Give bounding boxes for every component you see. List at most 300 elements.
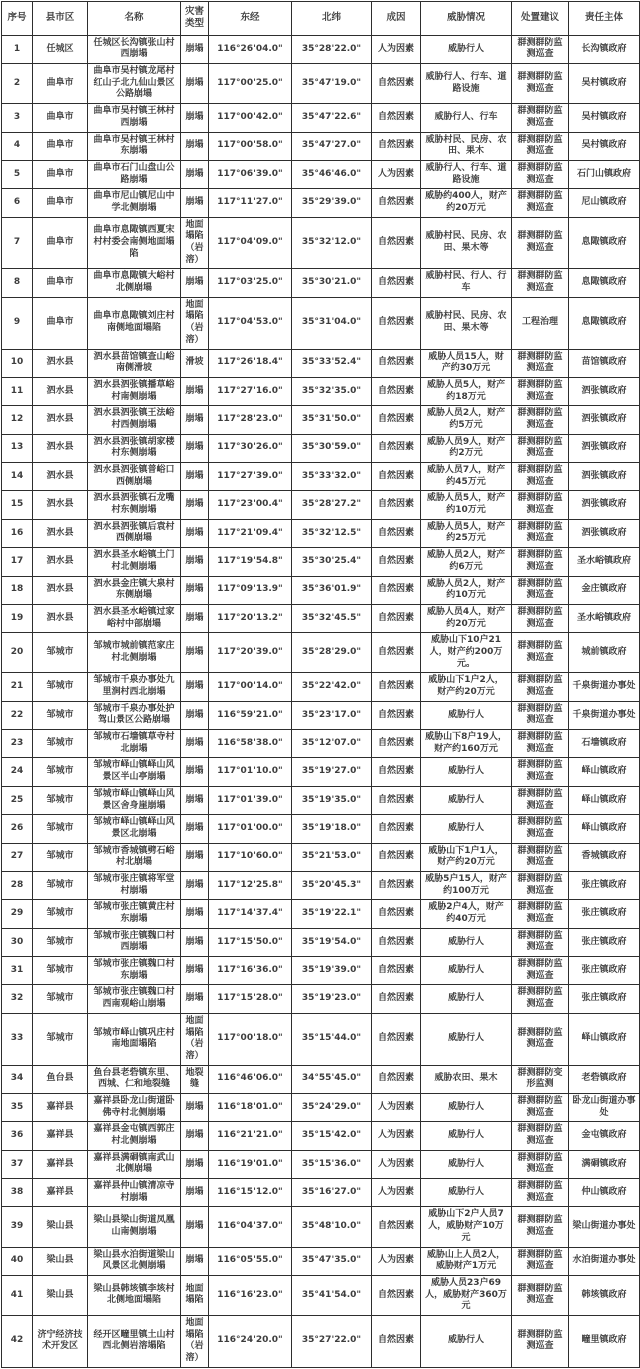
cell-type: 崩塌 [181, 815, 209, 843]
cell-threat: 威胁约400人，财产约20万元 [421, 189, 512, 217]
table-row [2, 701, 640, 729]
cell-longitude: 116°16'23.0" [209, 1275, 292, 1315]
cell-seq: 29 [2, 900, 33, 928]
header-cell-type: 灾害类型 [181, 2, 209, 36]
cell-seq: 24 [2, 758, 33, 786]
cell-responsible: 水泊街道办事处 [569, 1247, 640, 1275]
cell-suggestion: 群测群防监测巡查 [512, 633, 569, 673]
cell-seq: 6 [2, 189, 33, 217]
cell-threat: 威胁行人 [421, 35, 512, 63]
cell-seq: 19 [2, 604, 33, 632]
cell-county: 邹城市 [33, 871, 88, 899]
cell-suggestion: 群测群防监测巡查 [512, 1315, 569, 1367]
cell-responsible: 吴村镇政府 [569, 104, 640, 132]
cell-seq: 5 [2, 160, 33, 188]
cell-suggestion: 群测群防监测巡查 [512, 843, 569, 871]
cell-latitude: 35°33'52.4" [292, 349, 372, 377]
cell-name: 梁山县韩垓镇李垓村北侧地面塌陷 [88, 1275, 181, 1315]
cell-type: 崩塌 [181, 928, 209, 956]
cell-seq: 26 [2, 815, 33, 843]
cell-suggestion: 群测群防监测巡查 [512, 786, 569, 814]
cell-suggestion: 群测群防监测巡查 [512, 815, 569, 843]
table-row [2, 673, 640, 701]
cell-type: 地裂缝 [181, 1065, 209, 1093]
cell-county: 泗水县 [33, 548, 88, 576]
cell-latitude: 35°32'35.0" [292, 377, 372, 405]
cell-suggestion: 群测群防监测巡查 [512, 576, 569, 604]
cell-latitude: 35°32'45.5" [292, 604, 372, 632]
cell-cause: 自然因素 [372, 730, 421, 758]
cell-threat: 威胁山下10户21人，财产约200万元。 [421, 633, 512, 673]
cell-name: 泗水县圣水峪镇过家峪村中部崩塌 [88, 604, 181, 632]
cell-name: 曲阜市息陬镇西夏宋村村委会南侧地面塌陷 [88, 217, 181, 269]
cell-name: 嘉祥县卧龙山街道卧佛寺村北侧崩塌 [88, 1093, 181, 1121]
cell-latitude: 35°32'12.0" [292, 217, 372, 269]
cell-latitude: 35°15'42.0" [292, 1122, 372, 1150]
cell-seq: 30 [2, 928, 33, 956]
cell-cause: 自然因素 [372, 548, 421, 576]
cell-responsible: 息陬镇政府 [569, 217, 640, 269]
cell-cause: 自然因素 [372, 900, 421, 928]
cell-type: 崩塌 [181, 64, 209, 104]
cell-name: 邹城市石墙镇草寺村北崩塌 [88, 730, 181, 758]
cell-cause: 人为因素 [372, 1122, 421, 1150]
cell-suggestion: 群测群防监测巡查 [512, 548, 569, 576]
header-cell-latitude: 北纬 [292, 2, 372, 36]
cell-suggestion: 群测群防监测巡查 [512, 1247, 569, 1275]
cell-latitude: 35°21'53.0" [292, 843, 372, 871]
cell-cause: 自然因素 [372, 1013, 421, 1065]
header-cell-longitude: 东经 [209, 2, 292, 36]
cell-threat: 威胁5户15人，财产约100万元 [421, 871, 512, 899]
table-row [2, 1013, 640, 1065]
cell-type: 崩塌 [181, 1150, 209, 1178]
table-row [2, 406, 640, 434]
cell-latitude: 35°41'54.0" [292, 1275, 372, 1315]
cell-suggestion: 群测群防监测巡查 [512, 406, 569, 434]
table-row [2, 1093, 640, 1121]
cell-suggestion: 群测群防监测巡查 [512, 1013, 569, 1065]
header-cell-county: 县市区 [33, 2, 88, 36]
cell-county: 嘉祥县 [33, 1150, 88, 1178]
cell-cause: 自然因素 [372, 434, 421, 462]
cell-type: 崩塌 [181, 871, 209, 899]
cell-type: 崩塌 [181, 548, 209, 576]
table-row [2, 491, 640, 519]
cell-name: 曲阜市尼山镇尼山中学北侧崩塌 [88, 189, 181, 217]
cell-name: 邹城市千泉办事处护驾山景区公路崩塌 [88, 701, 181, 729]
cell-threat: 威胁山上人员2人，威胁财产1万元 [421, 1247, 512, 1275]
cell-name: 泗水县泗张镇普峪口西侧崩塌 [88, 463, 181, 491]
cell-name: 邹城市峄山镇巩庄村南地面塌陷 [88, 1013, 181, 1065]
cell-threat: 威胁行人 [421, 1315, 512, 1367]
cell-seq: 3 [2, 104, 33, 132]
cell-threat: 威胁山下1户2人，财产约20万元 [421, 673, 512, 701]
cell-name: 邹城市峄山镇峄山风景区舍身崖崩塌 [88, 786, 181, 814]
cell-county: 梁山县 [33, 1275, 88, 1315]
cell-threat: 威胁行人、行车 [421, 104, 512, 132]
cell-cause: 人为因素 [372, 1179, 421, 1207]
cell-latitude: 35°47'35.0" [292, 1247, 372, 1275]
cell-suggestion: 群测群防监测巡查 [512, 269, 569, 297]
cell-county: 泗水县 [33, 576, 88, 604]
cell-longitude: 116°58'38.0" [209, 730, 292, 758]
cell-name: 经开区疃里镇土山村西北侧岩溶塌陷 [88, 1315, 181, 1367]
cell-latitude: 35°28'29.0" [292, 633, 372, 673]
header-cell-seq: 序号 [2, 2, 33, 36]
cell-seq: 17 [2, 548, 33, 576]
cell-longitude: 117°26'18.4" [209, 349, 292, 377]
cell-latitude: 35°24'29.0" [292, 1093, 372, 1121]
cell-responsible: 泗张镇政府 [569, 406, 640, 434]
cell-longitude: 117°11'27.0" [209, 189, 292, 217]
cell-county: 邹城市 [33, 1013, 88, 1065]
cell-latitude: 35°19'39.0" [292, 957, 372, 985]
cell-latitude: 35°15'44.0" [292, 1013, 372, 1065]
cell-cause: 自然因素 [372, 349, 421, 377]
cell-cause: 自然因素 [372, 217, 421, 269]
cell-responsible: 石门山镇政府 [569, 160, 640, 188]
cell-type: 地面塌陷（岩溶） [181, 1315, 209, 1367]
cell-type: 崩塌 [181, 35, 209, 63]
cell-latitude: 35°47'19.0" [292, 64, 372, 104]
cell-seq: 10 [2, 349, 33, 377]
cell-type: 崩塌 [181, 576, 209, 604]
cell-suggestion: 群测群防监测巡查 [512, 957, 569, 985]
cell-threat: 威胁村民、民房、农田、果木等 [421, 297, 512, 349]
cell-responsible: 峄山镇政府 [569, 758, 640, 786]
header-cell-threat: 威胁情况 [421, 2, 512, 36]
cell-threat: 威胁2户4人，财产约40万元 [421, 900, 512, 928]
cell-longitude: 116°04'37.0" [209, 1207, 292, 1247]
cell-latitude: 35°32'12.5" [292, 519, 372, 547]
cell-suggestion: 群测群防监测巡查 [512, 434, 569, 462]
table-row [2, 297, 640, 349]
cell-suggestion: 群测群防监测巡查 [512, 1122, 569, 1150]
cell-seq: 33 [2, 1013, 33, 1065]
cell-name: 泗水县泗张镇石龙嘴村东侧崩塌 [88, 491, 181, 519]
cell-longitude: 117°09'13.9" [209, 576, 292, 604]
cell-name: 邹城市峄山镇峄山风景区北崩塌 [88, 815, 181, 843]
cell-seq: 27 [2, 843, 33, 871]
cell-suggestion: 群测群防监测巡查 [512, 928, 569, 956]
cell-type: 地面塌陷 [181, 1275, 209, 1315]
cell-threat: 威胁村民、民房、农田、果木等 [421, 217, 512, 269]
cell-threat: 威胁行人 [421, 928, 512, 956]
cell-latitude: 35°48'10.0" [292, 1207, 372, 1247]
cell-county: 泗水县 [33, 463, 88, 491]
cell-threat: 威胁行人、行车、道路设施 [421, 64, 512, 104]
table-row [2, 548, 640, 576]
table-row [2, 463, 640, 491]
cell-latitude: 35°47'22.6" [292, 104, 372, 132]
cell-county: 曲阜市 [33, 217, 88, 269]
cell-cause: 自然因素 [372, 957, 421, 985]
cell-longitude: 117°28'23.0" [209, 406, 292, 434]
cell-county: 泗水县 [33, 377, 88, 405]
cell-threat: 威胁山下2户人员7人，威胁财产10万元 [421, 1207, 512, 1247]
cell-seq: 31 [2, 957, 33, 985]
cell-type: 崩塌 [181, 900, 209, 928]
cell-county: 曲阜市 [33, 297, 88, 349]
cell-seq: 42 [2, 1315, 33, 1367]
table-row [2, 843, 640, 871]
cell-cause: 自然因素 [372, 815, 421, 843]
cell-county: 曲阜市 [33, 269, 88, 297]
cell-name: 邹城市张庄镇将军堂村崩塌 [88, 871, 181, 899]
cell-county: 梁山县 [33, 1247, 88, 1275]
cell-suggestion: 群测群防监测巡查 [512, 730, 569, 758]
cell-name: 曲阜市石门山盘山公路崩塌 [88, 160, 181, 188]
cell-responsible: 泗张镇政府 [569, 491, 640, 519]
cell-suggestion: 群测群防监测巡查 [512, 1207, 569, 1247]
cell-longitude: 117°21'09.4" [209, 519, 292, 547]
cell-seq: 39 [2, 1207, 33, 1247]
cell-cause: 自然因素 [372, 406, 421, 434]
cell-name: 邹城市城前镇范家庄村北侧崩塌 [88, 633, 181, 673]
cell-suggestion: 群测群防监测巡查 [512, 160, 569, 188]
cell-type: 崩塌 [181, 758, 209, 786]
cell-name: 曲阜市息陬镇刘庄村南侧地面塌陷 [88, 297, 181, 349]
cell-cause: 自然因素 [372, 985, 421, 1013]
cell-cause: 自然因素 [372, 1065, 421, 1093]
table-row [2, 519, 640, 547]
cell-seq: 34 [2, 1065, 33, 1093]
header-cell-suggestion: 处置建议 [512, 2, 569, 36]
cell-responsible: 圣水峪镇政府 [569, 604, 640, 632]
cell-latitude: 34°55'45.0" [292, 1065, 372, 1093]
cell-longitude: 117°19'54.8" [209, 548, 292, 576]
cell-latitude: 35°47'27.0" [292, 132, 372, 160]
cell-county: 邹城市 [33, 928, 88, 956]
table-row [2, 900, 640, 928]
cell-longitude: 117°14'37.4" [209, 900, 292, 928]
cell-cause: 自然因素 [372, 491, 421, 519]
table-row [2, 104, 640, 132]
cell-threat: 威胁行人、行车、道路设施 [421, 160, 512, 188]
cell-longitude: 116°05'55.0" [209, 1247, 292, 1275]
cell-county: 泗水县 [33, 406, 88, 434]
cell-threat: 威胁农田、果木 [421, 1065, 512, 1093]
cell-responsible: 泗张镇政府 [569, 434, 640, 462]
cell-threat: 威胁行人 [421, 1122, 512, 1150]
cell-cause: 自然因素 [372, 604, 421, 632]
cell-suggestion: 群测群防监测巡查 [512, 758, 569, 786]
cell-cause: 自然因素 [372, 928, 421, 956]
cell-longitude: 117°16'36.0" [209, 957, 292, 985]
cell-latitude: 35°19'18.0" [292, 815, 372, 843]
cell-type: 地面塌陷（岩溶） [181, 217, 209, 269]
cell-type: 崩塌 [181, 434, 209, 462]
cell-cause: 自然因素 [372, 104, 421, 132]
cell-county: 曲阜市 [33, 64, 88, 104]
cell-latitude: 35°19'23.0" [292, 985, 372, 1013]
cell-suggestion: 群测群防变形监测 [512, 1065, 569, 1093]
cell-cause: 自然因素 [372, 519, 421, 547]
table-body [2, 35, 640, 1367]
cell-threat: 威胁行人 [421, 1150, 512, 1178]
cell-name: 邹城市张庄镇黄庄村东崩塌 [88, 900, 181, 928]
cell-suggestion: 群测群防监测巡查 [512, 701, 569, 729]
table-row [2, 815, 640, 843]
cell-seq: 18 [2, 576, 33, 604]
cell-longitude: 117°12'25.8" [209, 871, 292, 899]
table-row [2, 604, 640, 632]
cell-seq: 36 [2, 1122, 33, 1150]
cell-responsible: 香城镇政府 [569, 843, 640, 871]
cell-longitude: 117°20'39.0" [209, 633, 292, 673]
table-row [2, 576, 640, 604]
cell-type: 崩塌 [181, 633, 209, 673]
table-row [2, 1247, 640, 1275]
cell-longitude: 117°00'58.0" [209, 132, 292, 160]
cell-name: 曲阜市吴村镇龙尾村红山子北九仙山景区公路崩塌 [88, 64, 181, 104]
cell-county: 任城区 [33, 35, 88, 63]
cell-seq: 28 [2, 871, 33, 899]
cell-county: 邹城市 [33, 673, 88, 701]
cell-latitude: 35°30'25.4" [292, 548, 372, 576]
cell-threat: 威胁行人 [421, 985, 512, 1013]
cell-seq: 1 [2, 35, 33, 63]
cell-suggestion: 群测群防监测巡查 [512, 673, 569, 701]
cell-responsible: 张庄镇政府 [569, 871, 640, 899]
cell-threat: 威胁人员9人，财产约2万元 [421, 434, 512, 462]
table-row [2, 786, 640, 814]
table-row [2, 1150, 640, 1178]
cell-seq: 11 [2, 377, 33, 405]
cell-type: 崩塌 [181, 786, 209, 814]
table-row [2, 35, 640, 63]
table-row [2, 758, 640, 786]
cell-type: 崩塌 [181, 1093, 209, 1121]
cell-cause: 自然因素 [372, 1207, 421, 1247]
cell-name: 泗水县圣水峪镇土门村北侧崩塌 [88, 548, 181, 576]
cell-type: 崩塌 [181, 189, 209, 217]
cell-responsible: 圣水峪镇政府 [569, 548, 640, 576]
cell-suggestion: 群测群防监测巡查 [512, 35, 569, 63]
cell-threat: 威胁行人 [421, 701, 512, 729]
cell-latitude: 35°30'21.0" [292, 269, 372, 297]
cell-county: 邹城市 [33, 815, 88, 843]
cell-type: 崩塌 [181, 160, 209, 188]
cell-type: 崩塌 [181, 519, 209, 547]
header-cell-name: 名称 [88, 2, 181, 36]
cell-threat: 威胁人员4人，财产约20万元 [421, 604, 512, 632]
cell-seq: 25 [2, 786, 33, 814]
cell-latitude: 35°22'42.0" [292, 673, 372, 701]
cell-longitude: 116°24'20.0" [209, 1315, 292, 1367]
cell-longitude: 117°27'16.0" [209, 377, 292, 405]
cell-county: 邹城市 [33, 633, 88, 673]
cell-responsible: 疃里镇政府 [569, 1315, 640, 1367]
cell-type: 滑坡 [181, 349, 209, 377]
cell-county: 济宁经济技术开发区 [33, 1315, 88, 1367]
cell-responsible: 金屯镇政府 [569, 1122, 640, 1150]
cell-responsible: 满硐镇政府 [569, 1150, 640, 1178]
cell-type: 崩塌 [181, 463, 209, 491]
cell-suggestion: 群测群防监测巡查 [512, 985, 569, 1013]
cell-responsible: 城前镇政府 [569, 633, 640, 673]
cell-seq: 40 [2, 1247, 33, 1275]
cell-type: 崩塌 [181, 730, 209, 758]
hazard-inventory-table [1, 1, 640, 1368]
cell-threat: 威胁山下1户1人，财产约20万元 [421, 843, 512, 871]
cell-seq: 9 [2, 297, 33, 349]
cell-longitude: 116°19'01.0" [209, 1150, 292, 1178]
table-row [2, 377, 640, 405]
cell-longitude: 117°15'50.0" [209, 928, 292, 956]
cell-suggestion: 群测群防监测巡查 [512, 217, 569, 269]
cell-longitude: 117°00'18.0" [209, 1013, 292, 1065]
cell-latitude: 35°29'39.0" [292, 189, 372, 217]
cell-suggestion: 群测群防监测巡查 [512, 132, 569, 160]
cell-latitude: 35°27'22.0" [292, 1315, 372, 1367]
cell-cause: 自然因素 [372, 297, 421, 349]
cell-county: 泗水县 [33, 491, 88, 519]
table-row [2, 928, 640, 956]
cell-name: 邹城市张庄镇魏口村东崩塌 [88, 957, 181, 985]
cell-longitude: 116°18'01.0" [209, 1093, 292, 1121]
cell-threat: 威胁行人 [421, 1093, 512, 1121]
cell-responsible: 金庄镇政府 [569, 576, 640, 604]
cell-latitude: 35°46'46.0" [292, 160, 372, 188]
cell-seq: 22 [2, 701, 33, 729]
table-row [2, 1275, 640, 1315]
cell-responsible: 石墙镇政府 [569, 730, 640, 758]
cell-threat: 威胁人员5人，财产约10万元 [421, 491, 512, 519]
cell-seq: 16 [2, 519, 33, 547]
cell-name: 泗水县泗张镇王法峪村西侧崩塌 [88, 406, 181, 434]
cell-latitude: 35°19'35.0" [292, 786, 372, 814]
cell-cause: 自然因素 [372, 189, 421, 217]
cell-name: 泗水县泗张镇胡家楼村东侧崩塌 [88, 434, 181, 462]
cell-type: 崩塌 [181, 1247, 209, 1275]
cell-seq: 2 [2, 64, 33, 104]
cell-name: 曲阜市吴村镇王林村东崩塌 [88, 132, 181, 160]
cell-county: 邹城市 [33, 957, 88, 985]
cell-responsible: 梁山街道办事处 [569, 1207, 640, 1247]
cell-cause: 自然因素 [372, 786, 421, 814]
cell-name: 嘉祥县仲山镇清凉寺村崩塌 [88, 1179, 181, 1207]
cell-type: 地面塌陷（岩溶） [181, 297, 209, 349]
cell-longitude: 117°04'53.0" [209, 297, 292, 349]
table-row [2, 985, 640, 1013]
cell-type: 崩塌 [181, 377, 209, 405]
cell-cause: 自然因素 [372, 758, 421, 786]
cell-name: 梁山县梁山街道凤凰山南侧崩塌 [88, 1207, 181, 1247]
cell-name: 邹城市张庄镇魏口村西崩塌 [88, 928, 181, 956]
cell-responsible: 吴村镇政府 [569, 64, 640, 104]
cell-seq: 15 [2, 491, 33, 519]
cell-name: 梁山县水泊街道梁山风景区北侧崩塌 [88, 1247, 181, 1275]
cell-county: 邹城市 [33, 786, 88, 814]
cell-cause: 自然因素 [372, 463, 421, 491]
cell-threat: 威胁山下8户19人，财产约160万元 [421, 730, 512, 758]
cell-longitude: 117°00'42.0" [209, 104, 292, 132]
cell-responsible: 泗张镇政府 [569, 377, 640, 405]
cell-responsible: 峄山镇政府 [569, 786, 640, 814]
cell-cause: 自然因素 [372, 64, 421, 104]
table-row [2, 1122, 640, 1150]
cell-responsible: 泗张镇政府 [569, 519, 640, 547]
cell-seq: 37 [2, 1150, 33, 1178]
cell-suggestion: 群测群防监测巡查 [512, 349, 569, 377]
cell-threat: 威胁行人 [421, 786, 512, 814]
cell-county: 嘉祥县 [33, 1122, 88, 1150]
cell-seq: 13 [2, 434, 33, 462]
cell-suggestion: 群测群防监测巡查 [512, 900, 569, 928]
cell-longitude: 117°15'28.0" [209, 985, 292, 1013]
